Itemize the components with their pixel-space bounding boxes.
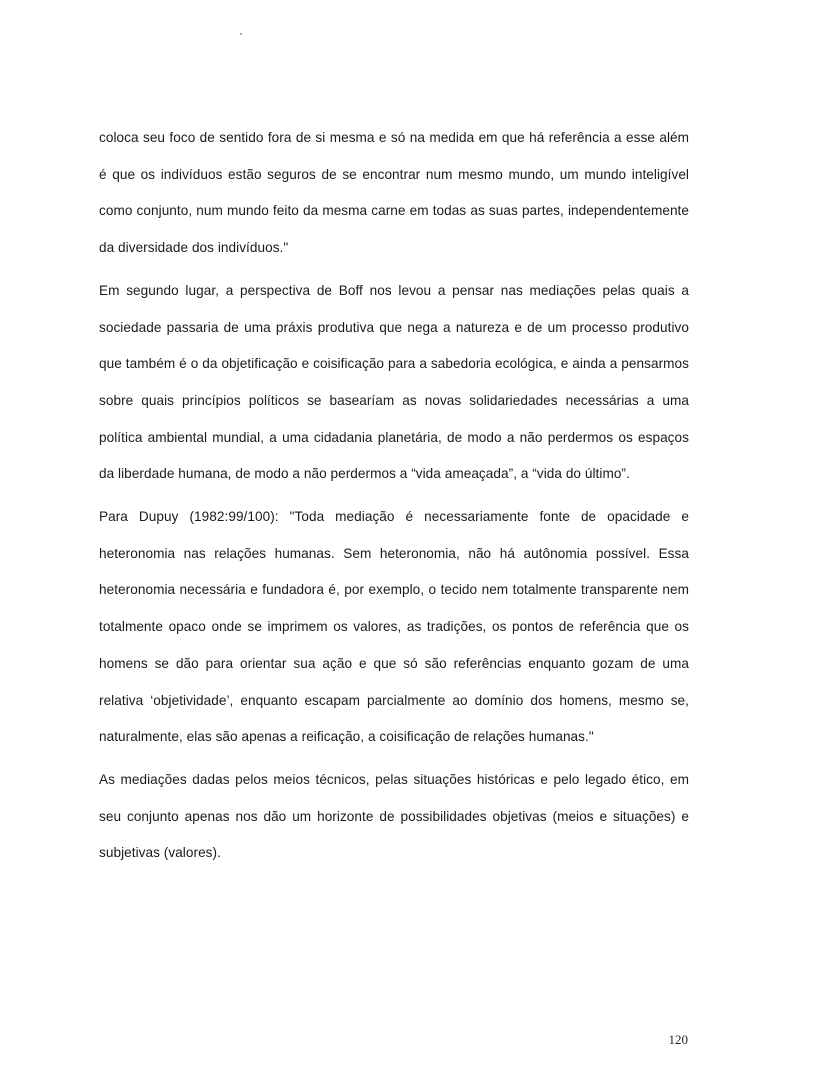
scan-speck [240,33,242,35]
body-text [99,120,689,872]
paragraph-1: coloca seu foco de sentido fora de si mesma e só na medida em que há referência a esse além é que os indivíduos estão seguros de se encontrar num mesmo mundo, um mundo inteligível como conjunto, num mundo feito da mesma carne em todas as suas partes, independentemente da diversidade dos indivíduos." [99,130,689,256]
paragraph-3: Para Dupuy (1982:99/100): "Toda mediação é necessariamente fonte de opacidade e heteronomia nas relações humanas. Sem heteronomia, não há autônomia possível. Essa heteronomia necessária e fundadora é, por exemplo, o tecido nem totalmente transparente nem totalmente opaco onde se imprimem os valores, as tradições, os pontos de referência que os homens se dão para orientar sua ação e que só são referências enquanto gozam de uma relativa ‘objetividade’, enquanto escapam parcialmente ao domínio dos homens, mesmo se, naturalmente, elas são apenas a reificação, a coisificação de relações humanas." [99,509,689,745]
page-number: 120 [668,1032,688,1047]
paragraph-4: As mediações dadas pelos meios técnicos, pelas situações históricas e pelo legado ético, em seu conjunto apenas nos dão um horizonte de possibilidades objetivas (meios e situações) e subjetivas (valores). [99,771,689,861]
paragraph-2: Em segundo lugar, a perspectiva de Boff nos levou a pensar nas mediações pelas quais a sociedade passaria de uma práxis produtiva que nega a natureza e de um processo produtivo que também é o da objetificação e coisificação para a sabedoria ecológica, e ainda a pensarmos sobre quais princípios políticos se basearíam as novas solidariedades necessárias a uma política ambiental mundial, a uma cidadania planetária, de modo a não perdermos os espaços da liberdade humana, de modo a não perdermos a “vida ameaçada”, a “vida do último”. [99,282,689,482]
